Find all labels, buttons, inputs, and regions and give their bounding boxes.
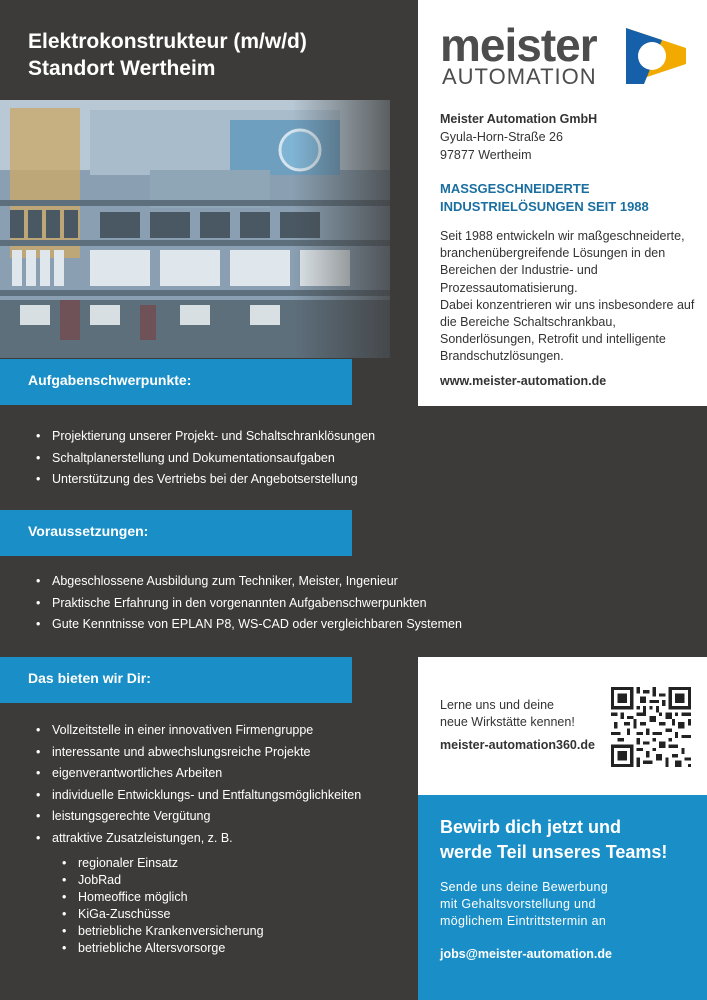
list-item: • leistungsgerechte Vergütung: [36, 806, 361, 828]
about-paragraph: Dabei konzentrieren wir uns insbesondere auf die Bereiche Schaltschrankbau, Sonderlösungen, Retrofit und intelligente Brandschutzlösungen.: [440, 297, 695, 364]
about-description: [440, 228, 702, 366]
sub-list-item: • Homeoffice möglich: [62, 889, 361, 906]
list-item: • Vollzeitstelle in einer innovativen Firmengruppe: [36, 720, 361, 742]
sub-list-item: • JobRad: [62, 872, 361, 889]
list-item: • Projektierung unserer Projekt- und Schaltschranklösungen: [36, 426, 375, 448]
about-headline-line2: INDUSTRIELÖSUNGEN SEIT 1988: [440, 199, 649, 214]
list-item: • eigenverantwortliches Arbeiten: [36, 763, 361, 785]
company-logo: [440, 19, 695, 92]
job-title: [28, 28, 398, 83]
benefits-sublist: [62, 855, 361, 957]
list-item-label: attraktive Zusatzleistungen, z. B.: [52, 830, 233, 845]
company-name: Meister Automation GmbH: [440, 112, 598, 126]
about-headline: [440, 180, 700, 216]
company-city: 97877 Wertheim: [440, 148, 532, 162]
section-heading-requirements-label: Voraussetzungen:: [28, 523, 149, 539]
list-item: [36, 828, 361, 958]
meister-logo-mark-icon: [616, 24, 692, 88]
section-heading-offer: [0, 657, 352, 703]
section-heading-requirements: [0, 510, 352, 556]
job-title-line2: Standort Wertheim: [28, 57, 216, 81]
company-street: Gyula-Horn-Straße 26: [440, 130, 563, 144]
logo-word-automation: AUTOMATION: [442, 64, 597, 89]
list-item: • Schaltplanerstellung und Dokumentationsaufgaben: [36, 448, 375, 470]
list-item: • Praktische Erfahrung in den vorgenannten Aufgabenschwerpunkten: [36, 593, 462, 615]
tasks-list: [36, 426, 375, 491]
section-heading-tasks-label: Aufgabenschwerpunkte:: [28, 372, 192, 388]
sub-list-item: • regionaler Einsatz: [62, 855, 361, 872]
application-email-link[interactable]: jobs@meister-automation.de: [440, 947, 612, 961]
qr-card: [418, 657, 707, 795]
job-title-line1: Elektrokonstrukteur (m/w/d): [28, 30, 307, 53]
apply-text-line3: möglichem Eintrittstermin an: [440, 914, 607, 928]
website-link[interactable]: www.meister-automation.de: [440, 374, 607, 388]
offer-list: [36, 720, 361, 957]
list-item: • Abgeschlossene Ausbildung zum Techniker, Meister, Ingenieur: [36, 571, 462, 593]
apply-headline-line2: werde Teil unseres Teams!: [440, 842, 668, 862]
qr-text-line2: neue Wirkstätte kennen!: [440, 715, 575, 729]
apply-card: [418, 795, 707, 1000]
virtual-tour-link[interactable]: meister-automation360.de: [440, 738, 595, 752]
requirements-list: [36, 571, 462, 636]
apply-headline: [440, 815, 700, 865]
qr-code-icon[interactable]: [611, 687, 691, 767]
logo-word-meister: meister: [440, 19, 597, 71]
company-address: [440, 110, 597, 164]
qr-text: [440, 697, 610, 731]
section-heading-offer-label: Das bieten wir Dir:: [28, 670, 151, 686]
sub-list-item: • KiGa-Zuschüsse: [62, 906, 361, 923]
list-item: • Unterstützung des Vertriebs bei der Angebotserstellung: [36, 469, 375, 491]
header-photo: [0, 100, 390, 358]
list-item: • Gute Kenntnisse von EPLAN P8, WS-CAD oder vergleichbaren Systemen: [36, 614, 462, 636]
apply-headline-line1: Bewirb dich jetzt und: [440, 817, 622, 837]
sub-list-item: • betriebliche Altersvorsorge: [62, 940, 361, 957]
apply-text-line1: Sende uns deine Bewerbung: [440, 880, 609, 894]
apply-instructions: [440, 879, 680, 930]
apply-text-line2: mit Gehaltsvorstellung und: [440, 897, 596, 911]
sub-list-item: • betriebliche Krankenversicherung: [62, 923, 361, 940]
qr-text-line1: Lerne uns und deine: [440, 698, 554, 712]
company-card: [418, 0, 707, 406]
list-item: • interessante und abwechslungsreiche Projekte: [36, 742, 361, 764]
about-headline-line1: MASSGESCHNEIDERTE: [440, 181, 590, 196]
section-heading-tasks: [0, 359, 352, 405]
about-paragraph: Seit 1988 entwickeln wir maßgeschneiderte, branchenübergreifende Lösungen in den Bereichen der Industrie- und Prozessautomatisierung.: [440, 229, 685, 295]
list-item: • individuelle Entwicklungs- und Entfaltungsmöglichkeiten: [36, 785, 361, 807]
